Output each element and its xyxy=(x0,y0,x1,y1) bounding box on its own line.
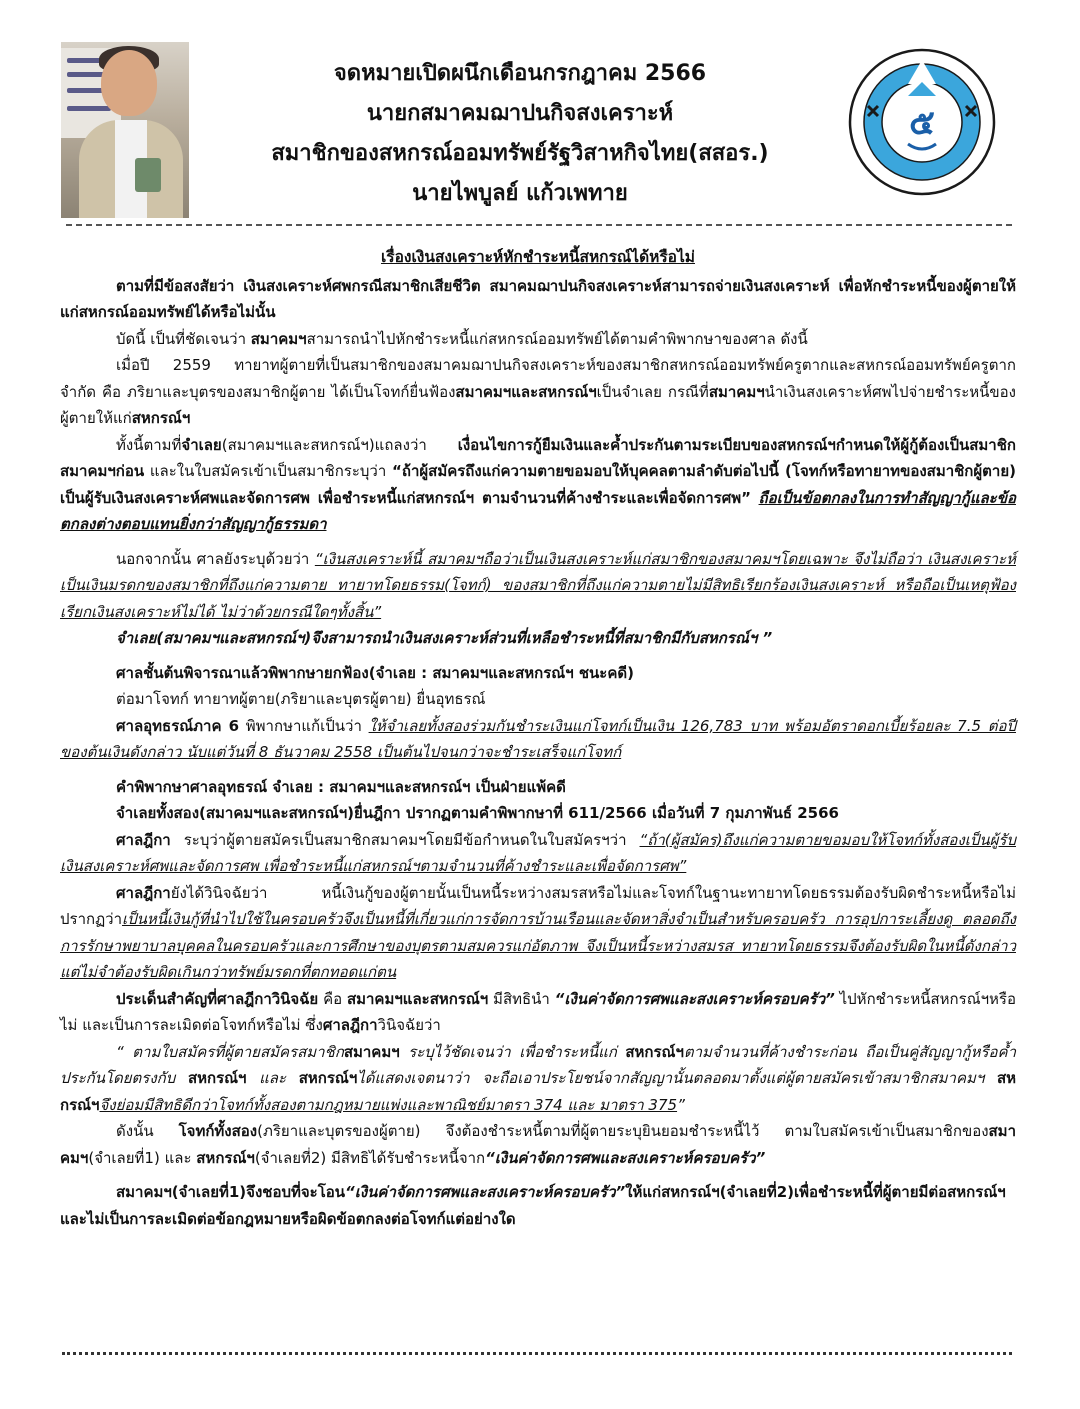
text-run: “ถ้า(ผู้สมัคร)ถึงแก่ความตายขอมอบให้โจทก์ทั้งสองเป็นผู้รับเงินสงเคราะห์ศพและจัดการศพ เพื่อชำระหนี้แก่สหกรณ์ฯตามจำนวนที่ค้างชำระและเพื่อจัดการศพ” xyxy=(60,830,1016,875)
text-run: ประเด็นสำคัญที่ศาลฎีกาวินิจฉัย xyxy=(116,989,319,1008)
text-run: สามารถนำไปหักชำระหนี้แก่สหกรณ์ออมทรัพย์ได้ตามคำพิพากษาของศาล ดังนี้ xyxy=(306,329,808,348)
author-position: นายกสมาคมฌาปนกิจสงเคราะห์ xyxy=(366,101,674,126)
text-run: (สมาคมฯและสหกรณ์ฯ)แถลงว่า xyxy=(221,435,458,454)
text-run: สมาคมฯและสหกรณ์ฯ xyxy=(346,989,489,1008)
text-run: เป็นหนี้เงินกู้ที่นำไปใช้ในครอบครัวจึงเป็นหนี้ที่เกี่ยวแก่การจัดการบ้านเรือนและจัดหาสิ่งจำเป็นสำหรับครอบครัว การอุปการะเลี้ยงดู ตลอดถึงการรักษาพยาบาลบุคคลในครอบครัวและการศึกษาของบุตรตามสมควรแก่อัตภาพ จึงเป็นหนี้ระหว่างสมรส ทายาทโดยธรรมจึงต้องรับผิดในหนี้ดังกล่าว แต่ไม่จำต้องรับผิดเกินกว่าทรัพย์มรดกที่ตกทอดแก่ตน xyxy=(60,910,1016,981)
text-run: มีสิทธินำ xyxy=(488,989,555,1008)
paragraph-supreme-clause xyxy=(60,827,1016,880)
text-run: สมาคมฯ xyxy=(250,329,307,348)
paragraph-conclusion xyxy=(60,1118,1016,1171)
text-run: ศาลฎีกา xyxy=(116,830,171,849)
paragraph-final xyxy=(60,1179,1016,1232)
text-run: จำเลย(สมาคมฯและสหกรณ์ฯ)จึงสามารถนำเงินสงเคราะห์ส่วนที่เหลือชำระหนี้ที่สมาชิกมีกับสหกรณ์ฯ ” xyxy=(116,629,773,647)
article-body xyxy=(60,244,1016,1232)
text-run: “เงินสงเคราะห์นี้ สมาคมฯถือว่าเป็นเงินสงเคราะห์แก่สมาชิกของสมาคมฯโดยเฉพาะ จึงไม่ถือว่า เงินสงเคราะห์เป็นเงินมรดกของสมาชิกที่ถึงแก่ความตาย ทายาทโดยธรรม(โจทก์) ของสมาชิกที่ถึงแก่ความตายไม่มีสิทธิเรียกร้องเงินสงเคราะห์ หรือถือเป็นเหตุฟ้องเรียกเงินสงเคราะห์ไม่ได้ ไม่ว่าด้วยกรณีใดๆทั้งสิ้น” xyxy=(60,549,1016,621)
text-run: ได้แสดงเจตนาว่า จะถือเอาประโยชน์จากสัญญานั้นตลอดมาตั้งแต่ผู้ตายสมัครเข้าสมาชิกสมาคมฯ xyxy=(357,1069,997,1087)
text-run: (จำเลยที่2) มีสิทธิได้รับชำระหนี้จาก xyxy=(254,1148,486,1167)
text-run: สหกรณ์ฯ xyxy=(196,1148,255,1167)
text-run: ให้จำเลยทั้งสองร่วมกันชำระเงินแก่โจทก์เป็นเงิน 126,783 บาท พร้อมอัตราดอกเบี้ยร้อยละ 7.5 ต่อปีของต้นเงินดังกล่าว นับแต่วันที่ 8 ธันวาคม 2558 เป็นต้นไปจนกว่าจะชำระเสร็จแก่โจทก์ xyxy=(60,716,1016,761)
text-run: ศาลฎีกา xyxy=(116,883,171,902)
paragraph-answer xyxy=(60,326,1016,353)
text-run: ทั้งนี้ตามที่ xyxy=(116,435,182,454)
text-run: บัดนี้ เป็นที่ชัดเจนว่า xyxy=(116,329,251,348)
paragraph-key-issue xyxy=(60,986,1016,1039)
article-subject: เรื่องเงินสงเคราะห์หักชำระหนี้สหกรณ์ได้หรือไม่ xyxy=(380,248,695,266)
text-run: สหกรณ์ฯ xyxy=(298,1069,358,1087)
text-run: สหกรณ์ฯ xyxy=(625,1042,684,1061)
photo-cup xyxy=(135,158,161,192)
text-run: สมาคมฯ(จำเลยที่1)จึงชอบที่จะโอน xyxy=(116,1183,346,1201)
letter-title: จดหมายเปิดผนึกเดือนกรกฎาคม 2566 xyxy=(333,61,707,86)
text-run: จำเลย xyxy=(181,435,222,454)
text-run: สหกรณ์ฯ xyxy=(60,1069,1017,1114)
text-run: พิพากษาแก้เป็นว่า xyxy=(239,716,369,735)
text-run: สมาคมฯและสหกรณ์ฯ xyxy=(455,382,597,401)
paragraph-appeal-result xyxy=(60,774,1016,801)
paragraph-question xyxy=(60,273,1016,326)
paragraph-first-court xyxy=(60,660,1016,687)
text-run: ศาลฎีกา xyxy=(322,1016,378,1034)
text-run: สมาคมฯ xyxy=(60,1122,1016,1167)
text-run: สมาคมฯ xyxy=(708,382,765,401)
text-run: ไปหักชำระหนี้สหกรณ์ฯหรือไม่ และเป็นการละเมิดต่อโจทก์หรือไม่ ซึ่ง xyxy=(60,989,1016,1034)
text-run: ดังนั้น xyxy=(116,1122,179,1140)
text-run: (ภริยาและบุตรของผู้ตาย) จึงต้องชำระหนี้ตามที่ผู้ตายระบุยินยอมชำระหนี้ไว้ ตามใบสมัครเข้าเป็นสมาชิกของ xyxy=(257,1122,989,1140)
text-run: นอกจากนั้น ศาลยังระบุด้วยว่า xyxy=(116,549,315,568)
footer-divider xyxy=(62,1352,1012,1355)
text-run: ต่อมาโจทก์ ทายาทผู้ตาย(ภริยาและบุตรผู้ตาย) ยื่นอุทธรณ์ xyxy=(116,690,486,708)
text-run: จำเลยทั้งสอง(สมาคมฯและสหกรณ์ฯ)ยื่นฎีกา ปรากฏตามคำพิพากษาที่ 611/2566 เมื่อวันที่ 7 กุมภาพันธ์ 2566 xyxy=(116,804,839,822)
text-run: และ xyxy=(246,1069,299,1087)
president-photo xyxy=(61,42,189,218)
text-run: และในใบสมัครเข้าเป็นสมาชิกระบุว่า xyxy=(144,462,393,480)
text-run: ศาลอุทธรณ์ภาค 6 xyxy=(116,716,240,735)
text-run: “ถ้าผู้สมัครถึงแก่ความตายขอมอบให้บุคคลตามลำดับต่อไปนี้ (โจทก์หรือทายาทของสมาชิกผู้ตาย) เป็นผู้รับเงินสงเคราะห์ศพและจัดการศพ เพื่อชำระหนี้แก่สหกรณ์ฯ ตามจำนวนที่ค้างชำระและเพื่อจัดการศพ” xyxy=(60,462,1016,507)
text-run: จึงย่อมมีสิทธิดีกว่าโจทก์ทั้งสองตามกฎหมายแพ่งและพาณิชย์มาตรา 374 และ มาตรา 375 xyxy=(99,1095,678,1114)
text-run: สหกรณ์ฯ xyxy=(187,1069,247,1087)
text-run: ตามจำนวนที่ค้างชำระก่อน ถือเป็นคู่สัญญากู้หรือค้ำประกันโดยตรงกับ xyxy=(60,1042,1016,1087)
text-run: “เงินค่าจัดการศพและสงเคราะห์ครอบครัว” xyxy=(554,989,835,1008)
association-logo xyxy=(848,48,996,196)
text-run: ระบุไว้ชัดเจนว่า เพื่อชำระหนี้แก่ xyxy=(399,1042,626,1061)
header-divider xyxy=(66,224,1012,226)
letter-title-block xyxy=(200,54,840,214)
text-run: คือ xyxy=(318,989,347,1008)
text-run: สหกรณ์ฯ xyxy=(131,409,191,427)
text-run: โจทก์ทั้งสอง xyxy=(178,1122,258,1140)
paragraph-case-background xyxy=(60,352,1016,432)
paragraph-supreme-appeal xyxy=(60,800,1016,827)
author-name: นายไพบูลย์ แก้วเพทาย xyxy=(412,181,628,206)
paragraph-court-statement xyxy=(60,546,1016,626)
text-run: ” xyxy=(677,1095,685,1114)
paragraph-defendant-statement xyxy=(60,432,1016,538)
paragraph-appeal-court xyxy=(60,713,1016,766)
paragraph-supreme-ruling xyxy=(60,1039,1016,1119)
organization-name: สมาชิกของสหกรณ์ออมทรัพย์รัฐวิสาหกิจไทย(สสอร.) xyxy=(271,141,769,166)
text-run: “ ตามใบสมัครที่ผู้ตายสมัครสมาชิก xyxy=(116,1042,344,1061)
question-text: ตามที่มีข้อสงสัยว่า เงินสงเคราะห์ศพกรณีสมาชิกเสียชีวิต สมาคมฌาปนกิจสงเคราะห์สามารถจ่ายเงินสงเคราะห์ เพื่อหักชำระหนี้ของผู้ตายให้แก่สหกรณ์ออมทรัพย์ได้หรือไม่นั้น xyxy=(60,276,1016,321)
text-run: คำพิพากษาศาลอุทธรณ์ จำเลย : สมาคมฯและสหกรณ์ฯ เป็นฝ่ายแพ้คดี xyxy=(116,777,566,796)
text-run: วินิจฉัยว่า xyxy=(377,1016,441,1034)
text-run: เมื่อปี 2559 ทายาทผู้ตายที่เป็นสมาชิกของสมาคมฌาปนกิจสงเคราะห์ของสมาชิกสหกรณ์ออมทรัพย์ครูตากและสหกรณ์ออมทรัพย์ครูตาก จำกัด คือ ภริยาและบุตรของสมาชิกผู้ตาย ได้เป็นโจทก์ยื่นฟ้อง xyxy=(60,356,1016,401)
paragraph-defendant-right xyxy=(60,625,1016,652)
paragraph-supreme-debt xyxy=(60,880,1016,986)
text-run: ยังได้วินิจฉัยว่า หนี้เงินกู้ของผู้ตายนั้นเป็นหนี้ระหว่างสมรสหรือไม่และโจทก์ในฐานะทายาทโดยธรรมต้องรับผิดชำระหนี้หรือไม่ ปรากฏว่า xyxy=(60,883,1016,928)
text-run: ศาลชั้นต้นพิจารณาแล้วพิพากษายกฟ้อง(จำเลย : สมาคมฯและสหกรณ์ฯ ชนะคดี) xyxy=(116,663,634,682)
paragraph-appeal xyxy=(60,686,1016,713)
text-run: นำเงินสงเคราะห์ศพไปจ่ายชำระหนี้ของผู้ตายให้แก่ xyxy=(60,382,1016,427)
text-run: ถือเป็นข้อตกลงในการทำสัญญากู้และข้อตกลงต่างตอบแทนยิ่งกว่าสัญญากู้ธรรมดา xyxy=(60,488,1016,533)
text-run: ระบุว่าผู้ตายสมัครเป็นสมาชิกสมาคมฯโดยมีข้อกำหนดในใบสมัครฯว่า xyxy=(170,830,640,849)
text-run: “เงินค่าจัดการศพและสงเคราะห์ครอบครัว” xyxy=(345,1183,626,1201)
photo-face xyxy=(101,50,157,116)
text-run: สมาคมฯ xyxy=(343,1042,400,1061)
text-run: ให้แก่สหกรณ์ฯ(จำเลยที่2)เพื่อชำระหนี้ที่ผู้ตายมีต่อสหกรณ์ฯ และไม่เป็นการละเมิดต่อข้อกฎหมายหรือผิดข้อตกลงต่อโจทก์แต่อย่างใด xyxy=(60,1183,1006,1228)
text-run: “เงินค่าจัดการศพและสงเคราะห์ครอบครัว” xyxy=(485,1148,766,1167)
text-run: เงื่อนไขการกู้ยืมเงินและค้ำประกันตามระเบียบของสหกรณ์ฯกำหนดให้ผู้กู้ต้องเป็นสมาชิกสมาคมฯก่อน xyxy=(60,435,1016,480)
logo-emblem-digit: ๕ xyxy=(909,103,935,143)
text-run: (จำเลยที่1) และ xyxy=(88,1148,197,1167)
text-run: เป็นจำเลย กรณีที่ xyxy=(596,382,709,401)
